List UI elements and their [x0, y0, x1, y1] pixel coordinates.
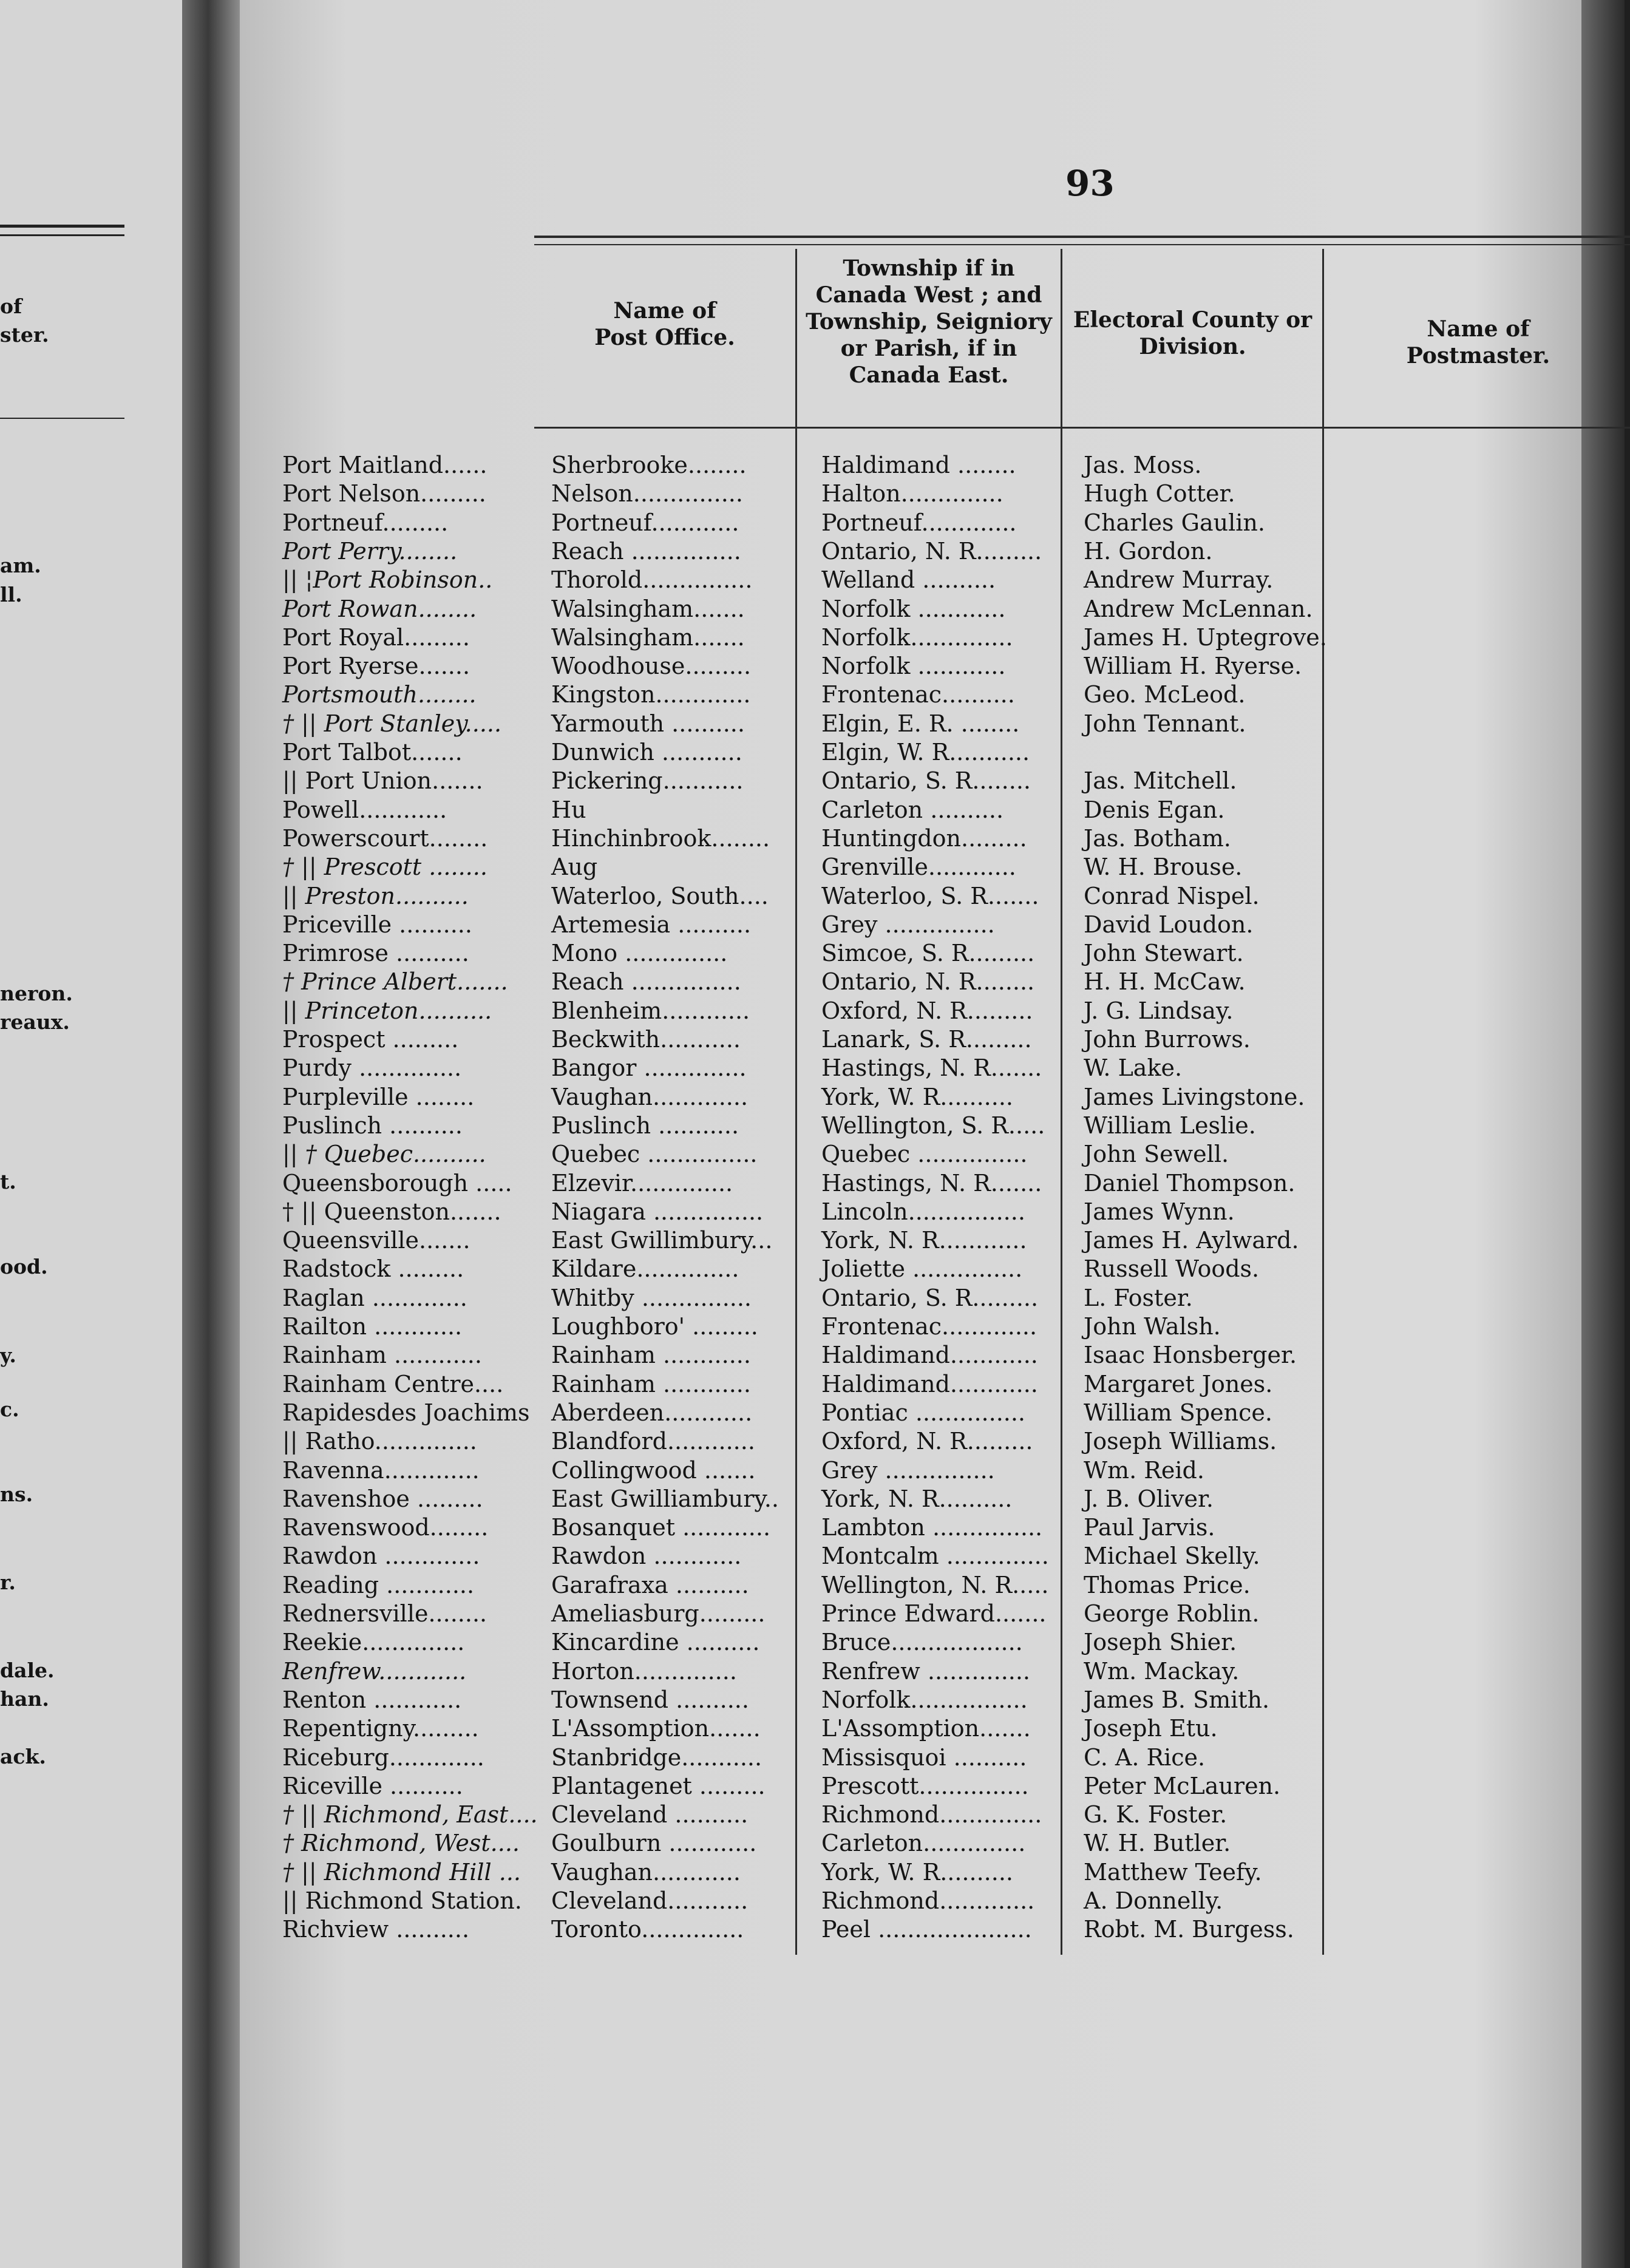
post-office-name: Port Nelson......... [282, 480, 486, 507]
post-office-name: Ravenshoe ......... [282, 1485, 483, 1512]
post-office-name: Queensville....... [282, 1227, 470, 1254]
electoral-county: Richmond.............. [821, 1801, 1042, 1828]
postmaster-name: Andrew McLennan. [1084, 596, 1313, 622]
postmaster-name: Isaac Honsberger. [1084, 1342, 1297, 1368]
electoral-county: Pontiac ............... [821, 1399, 1026, 1426]
post-office-name: Port Rowan........ [282, 596, 477, 622]
table-row [240, 824, 1581, 853]
township-name: Reach ............... [551, 968, 741, 995]
postmaster-name: Charles Gaulin. [1084, 509, 1265, 536]
township-name: Aberdeen............ [551, 1399, 753, 1426]
township-name: Goulburn ............ [551, 1830, 757, 1856]
postmaster-name: Jas. Mitchell. [1084, 767, 1237, 794]
electoral-county: Haldimand............ [821, 1342, 1038, 1368]
facing-page-text: ll. [0, 583, 22, 606]
table-row [240, 967, 1581, 996]
table-row [240, 1427, 1581, 1456]
township-name: Stanbridge........... [551, 1744, 762, 1771]
township-name: Cleveland........... [551, 1887, 749, 1914]
post-office-name: Rainham Centre.... [282, 1371, 504, 1397]
post-office-name: † || Richmond Hill ... [282, 1859, 521, 1886]
township-name: Sherbrooke........ [551, 452, 747, 478]
township-name: Portneuf............ [551, 509, 739, 536]
postmaster-name: Matthew Teefy. [1084, 1859, 1262, 1886]
township-name: Horton.............. [551, 1658, 737, 1685]
table-row [240, 1685, 1581, 1714]
table-row [240, 1771, 1581, 1801]
postmaster-name: James H. Aylward. [1084, 1227, 1299, 1254]
township-name: Kincardine .......... [551, 1629, 760, 1655]
facing-page-text: ster. [0, 323, 49, 347]
post-office-name: Ravenswood........ [282, 1514, 489, 1541]
township-name: Rawdon ............ [551, 1543, 742, 1569]
table-row [240, 651, 1581, 681]
township-name: Rainham ............ [551, 1371, 751, 1397]
post-office-name: Port Maitland...... [282, 452, 487, 478]
table-row [240, 1082, 1581, 1112]
township-name: Dunwich ........... [551, 739, 742, 766]
table-row [240, 1570, 1581, 1600]
facing-page-text: reaux. [0, 1010, 70, 1034]
electoral-county: Oxford, N. R......... [821, 997, 1033, 1024]
table-row [240, 910, 1581, 939]
postmaster-name: William Leslie. [1084, 1112, 1256, 1139]
township-name: Niagara ............... [551, 1198, 764, 1225]
township-name: Waterloo, South.... [551, 883, 769, 909]
post-office-name: Riceville .......... [282, 1773, 463, 1799]
post-office-name: Purpleville ........ [282, 1084, 475, 1110]
table-row [240, 1197, 1581, 1226]
township-name: Collingwood ....... [551, 1457, 756, 1484]
postmaster-name: Jas. Moss. [1084, 452, 1202, 478]
post-office-name: || Richmond Station. [282, 1887, 522, 1914]
post-office-name: Radstock ......... [282, 1255, 464, 1282]
table-row [240, 1283, 1581, 1312]
table-row [240, 623, 1581, 652]
electoral-county: York, W. R.......... [821, 1859, 1013, 1886]
postmaster-name: Paul Jarvis. [1084, 1514, 1215, 1541]
postmaster-name: James Wynn. [1084, 1198, 1235, 1225]
township-name: Reach ............... [551, 538, 741, 565]
post-office-name: Rapidesdes Joachims [282, 1399, 530, 1426]
postmaster-name: James Livingstone. [1084, 1084, 1305, 1110]
post-office-name: Rawdon ............. [282, 1543, 480, 1569]
table-row [240, 1484, 1581, 1513]
electoral-county: Missisquoi .......... [821, 1744, 1027, 1771]
post-office-name: Port Ryerse....... [282, 653, 470, 679]
township-name: Bangor .............. [551, 1054, 747, 1081]
postmaster-name: William H. Ryerse. [1084, 653, 1302, 679]
facing-page-rule [0, 234, 124, 236]
electoral-county: L'Assomption....... [821, 1715, 1031, 1742]
postmaster-name: L. Foster. [1084, 1285, 1193, 1311]
table-row [240, 1456, 1581, 1485]
township-name: Toronto.............. [551, 1916, 744, 1943]
electoral-county: Grey ............... [821, 1457, 995, 1484]
table-row [240, 1169, 1581, 1198]
table-row [240, 709, 1581, 738]
postmaster-name: W. H. Brouse. [1084, 854, 1243, 880]
postmaster-name: Daniel Thompson. [1084, 1170, 1296, 1197]
facing-page-text: y. [0, 1343, 16, 1367]
facing-page-text: han. [0, 1687, 49, 1711]
table-row [240, 1743, 1581, 1772]
facing-page-text: r. [0, 1570, 16, 1594]
electoral-county: Simcoe, S. R......... [821, 940, 1035, 966]
table-row [240, 1340, 1581, 1370]
postmaster-name: J. G. Lindsay. [1084, 997, 1234, 1024]
post-office-name: Primrose .......... [282, 940, 469, 966]
postmaster-name: John Tennant. [1084, 710, 1246, 737]
electoral-county: York, W. R.......... [821, 1084, 1013, 1110]
postmaster-name: J. B. Oliver. [1084, 1485, 1214, 1512]
table-row [240, 1254, 1581, 1283]
table-row [240, 852, 1581, 881]
table-row [240, 1828, 1581, 1858]
postmaster-name: A. Donnelly. [1084, 1887, 1223, 1914]
township-name: East Gwillimbury... [551, 1227, 773, 1254]
township-name: Woodhouse......... [551, 653, 752, 679]
electoral-county: Grey ............... [821, 911, 995, 938]
township-name: Quebec ............... [551, 1141, 758, 1167]
post-office-name: † || Queenston....... [282, 1198, 501, 1225]
township-name: Blandford............ [551, 1428, 755, 1455]
postmaster-name: George Roblin. [1084, 1600, 1260, 1627]
post-office-name: Raglan ............. [282, 1285, 467, 1311]
electoral-county: Lambton ............... [821, 1514, 1043, 1541]
township-name: Blenheim............ [551, 997, 750, 1024]
post-office-name: Port Perry........ [282, 538, 458, 565]
page-number: 93 [1065, 163, 1115, 204]
postmaster-name: Andrew Murray. [1084, 566, 1274, 593]
postmaster-name: Wm. Reid. [1084, 1457, 1204, 1484]
header-township: Township if in Canada West ; and Township, Seigniory or Parish, if in Canada East. [806, 256, 1052, 388]
post-office-name: Renton ............ [282, 1686, 462, 1713]
table-row [240, 479, 1581, 508]
table-row [240, 1599, 1581, 1628]
electoral-county: Wellington, S. R..... [821, 1112, 1045, 1139]
post-office-name: Purdy .............. [282, 1054, 462, 1081]
postmaster-name: Russell Woods. [1084, 1255, 1260, 1282]
electoral-county: Montcalm .............. [821, 1543, 1049, 1569]
table-row [240, 1886, 1581, 1915]
table-row [240, 766, 1581, 795]
township-name: Kildare.............. [551, 1255, 739, 1282]
electoral-county: York, N. R.......... [821, 1485, 1013, 1512]
table-row [240, 996, 1581, 1025]
facing-page-rule [0, 418, 124, 419]
township-name: Cleveland .......... [551, 1801, 749, 1828]
table-row [240, 1025, 1581, 1054]
table-row [240, 795, 1581, 824]
table-row [240, 450, 1581, 480]
facing-page-text: neron. [0, 982, 73, 1005]
electoral-county: Prince Edward....... [821, 1600, 1047, 1627]
post-office-name: Renfrew............ [282, 1658, 467, 1685]
facing-page-text: t. [0, 1170, 16, 1193]
post-office-name: || Princeton.......... [282, 997, 492, 1024]
facing-page-text: ns. [0, 1482, 33, 1506]
facing-page-text: of [0, 294, 22, 318]
facing-page-text: am. [0, 554, 41, 577]
electoral-county: Oxford, N. R......... [821, 1428, 1033, 1455]
post-office-name: || Ratho.............. [282, 1428, 477, 1455]
township-name: East Gwilliambury.. [551, 1485, 779, 1512]
postmaster-name: Margaret Jones. [1084, 1371, 1273, 1397]
post-office-name: Railton ............ [282, 1313, 463, 1340]
postmaster-name: David Loudon. [1084, 911, 1254, 938]
post-office-name: † || Richmond, East.... [282, 1801, 538, 1828]
post-office-name: Portneuf......... [282, 509, 449, 536]
post-office-name: Port Royal......... [282, 624, 470, 651]
township-name: Yarmouth .......... [551, 710, 745, 737]
post-office-name: † || Port Stanley..... [282, 710, 502, 737]
postmaster-name: Jas. Botham. [1084, 825, 1231, 852]
township-name: Walsingham....... [551, 624, 745, 651]
electoral-county: Welland .......... [821, 566, 996, 593]
post-office-name: † || Prescott ........ [282, 854, 487, 880]
directory-page [240, 0, 1581, 2268]
electoral-county: Peel ..................... [821, 1916, 1032, 1943]
book-gutter [182, 0, 240, 2268]
electoral-county: Renfrew .............. [821, 1658, 1031, 1685]
table-row [240, 537, 1581, 566]
electoral-county: Ontario, N. R......... [821, 538, 1042, 565]
postmaster-name: W. Lake. [1084, 1054, 1183, 1081]
electoral-county: Norfolk................ [821, 1686, 1028, 1713]
township-name: Artemesia .......... [551, 911, 752, 938]
post-office-name: || Port Union....... [282, 767, 483, 794]
electoral-county: Joliette ............... [821, 1255, 1023, 1282]
post-office-name: Powerscourt........ [282, 825, 488, 852]
post-office-name: † Prince Albert....... [282, 968, 508, 995]
postmaster-name: Hugh Cotter. [1084, 480, 1235, 507]
table-row [240, 1858, 1581, 1887]
electoral-county: York, N. R............ [821, 1227, 1027, 1254]
table-row [240, 508, 1581, 537]
facing-page-rule [0, 225, 124, 228]
post-office-name: Riceburg............. [282, 1744, 484, 1771]
post-office-name: Repentigny......... [282, 1715, 479, 1742]
postmaster-name: John Walsh. [1084, 1313, 1221, 1340]
table-row [240, 1312, 1581, 1341]
township-name: Nelson............... [551, 480, 743, 507]
post-office-name: || ¦Port Robinson.. [282, 566, 493, 593]
electoral-county: Frontenac.......... [821, 681, 1015, 708]
postmaster-name: Joseph Shier. [1084, 1629, 1237, 1655]
table-row [240, 1226, 1581, 1255]
electoral-county: Elgin, E. R. ........ [821, 710, 1020, 737]
table-row [240, 1714, 1581, 1743]
township-name: Elzevir.............. [551, 1170, 733, 1197]
post-office-name: Reading ............ [282, 1572, 475, 1598]
post-office-name: Prospect ......... [282, 1026, 459, 1053]
township-name: Beckwith........... [551, 1026, 741, 1053]
table-row [240, 738, 1581, 767]
facing-page-text: ood. [0, 1255, 48, 1278]
electoral-county: Ontario, S. R......... [821, 1285, 1039, 1311]
electoral-county: Bruce.................. [821, 1629, 1023, 1655]
post-office-name: || Preston.......... [282, 883, 469, 909]
electoral-county: Lanark, S. R......... [821, 1026, 1032, 1053]
postmaster-name: Michael Skelly. [1084, 1543, 1260, 1569]
electoral-county: Wellington, N. R..... [821, 1572, 1049, 1598]
postmaster-name: James B. Smith. [1084, 1686, 1270, 1713]
post-office-name: † Richmond, West.... [282, 1830, 520, 1856]
postmaster-name: G. K. Foster. [1084, 1801, 1228, 1828]
postmaster-name: H. Gordon. [1084, 538, 1213, 565]
table-row [240, 565, 1581, 594]
township-name: Kingston............. [551, 681, 751, 708]
township-name: Rainham ............ [551, 1342, 751, 1368]
header-postmaster: Name of Postmaster. [1406, 316, 1550, 368]
township-name: Puslinch ........... [551, 1112, 739, 1139]
post-office-name: Priceville .......... [282, 911, 472, 938]
electoral-county: Quebec ............... [821, 1141, 1028, 1167]
electoral-county: Lincoln................ [821, 1198, 1025, 1225]
electoral-county: Norfolk ............ [821, 596, 1006, 622]
table-row [240, 1111, 1581, 1140]
postmaster-name: William Spence. [1084, 1399, 1272, 1426]
electoral-county: Ontario, N. R........ [821, 968, 1035, 995]
postmaster-name: Joseph Williams. [1084, 1428, 1277, 1455]
post-office-name: Reekie.............. [282, 1629, 465, 1655]
post-office-name: Portsmouth........ [282, 681, 477, 708]
township-name: Hu [551, 796, 586, 823]
postmaster-name: Denis Egan. [1084, 796, 1225, 823]
post-office-name: Queensborough ..... [282, 1170, 512, 1197]
electoral-county: Carleton.............. [821, 1830, 1026, 1856]
header-county: Electoral County or Division. [1073, 307, 1312, 359]
table-row [240, 680, 1581, 709]
postmaster-name: Joseph Etu. [1084, 1715, 1218, 1742]
facing-page-text: ack. [0, 1745, 46, 1768]
postmaster-name: C. A. Rice. [1084, 1744, 1206, 1771]
table-row [240, 1800, 1581, 1829]
electoral-county: Elgin, W. R........... [821, 739, 1030, 766]
township-name: Thorold............... [551, 566, 753, 593]
electoral-county: Waterloo, S. R....... [821, 883, 1039, 909]
electoral-county: Norfolk.............. [821, 624, 1013, 651]
table-row [240, 1657, 1581, 1686]
township-name: Loughboro' ......... [551, 1313, 758, 1340]
electoral-county: Haldimand............ [821, 1371, 1038, 1397]
postmaster-name: John Sewell. [1084, 1141, 1229, 1167]
postmaster-name: Geo. McLeod. [1084, 681, 1246, 708]
table-row [240, 594, 1581, 623]
table-row [240, 1628, 1581, 1657]
post-office-name: Port Talbot....... [282, 739, 463, 766]
township-name: Vaughan............ [551, 1859, 741, 1886]
facing-page-text: dale. [0, 1659, 55, 1682]
facing-page-text: c. [0, 1397, 19, 1421]
electoral-county: Ontario, S. R........ [821, 767, 1031, 794]
township-name: Townsend .......... [551, 1686, 749, 1713]
electoral-county: Huntingdon......... [821, 825, 1027, 852]
table-row [240, 881, 1581, 911]
electoral-county: Frontenac............. [821, 1313, 1037, 1340]
post-office-name: || † Quebec.......... [282, 1141, 486, 1167]
table-row [240, 1513, 1581, 1542]
township-name: Vaughan............. [551, 1084, 749, 1110]
township-name: Ameliasburg......... [551, 1600, 766, 1627]
township-name: Hinchinbrook........ [551, 825, 770, 852]
township-name: Bosanquet ............ [551, 1514, 771, 1541]
township-name: Garafraxa .......... [551, 1572, 749, 1598]
electoral-county: Hastings, N. R....... [821, 1054, 1042, 1081]
electoral-county: Hastings, N. R....... [821, 1170, 1042, 1197]
table-row [240, 1370, 1581, 1399]
postmaster-name: H. H. McCaw. [1084, 968, 1246, 995]
township-name: Whitby ............... [551, 1285, 752, 1311]
header-top-rule [534, 244, 1630, 245]
postmaster-name: Robt. M. Burgess. [1084, 1916, 1294, 1943]
postmaster-name: Conrad Nispel. [1084, 883, 1260, 909]
township-name: Aug [551, 854, 598, 880]
electoral-county: Norfolk ............ [821, 653, 1006, 679]
postmaster-name: Thomas Price. [1084, 1572, 1251, 1598]
facing-page-fragment [0, 0, 182, 2268]
table-row [240, 1053, 1581, 1082]
township-name: Pickering........... [551, 767, 744, 794]
table-row [240, 1915, 1581, 1944]
postmaster-name: James H. Uptegrove. [1084, 624, 1327, 651]
electoral-county: Haldimand ........ [821, 452, 1016, 478]
table-row [240, 1398, 1581, 1427]
header-post-office: Name of Post Office. [594, 298, 735, 350]
post-office-name: Powell............ [282, 796, 447, 823]
header-top-rule [534, 236, 1630, 238]
electoral-county: Grenville............ [821, 854, 1016, 880]
electoral-county: Prescott............... [821, 1773, 1029, 1799]
table-row [240, 1541, 1581, 1570]
post-office-name: Puslinch .......... [282, 1112, 463, 1139]
electoral-county: Portneuf............. [821, 509, 1017, 536]
township-name: Plantagenet ......... [551, 1773, 766, 1799]
postmaster-name: Wm. Mackay. [1084, 1658, 1240, 1685]
post-office-name: Rednersville........ [282, 1600, 487, 1627]
post-office-name: Ravenna............. [282, 1457, 480, 1484]
postmaster-name: W. H. Butler. [1084, 1830, 1231, 1856]
postmaster-name: John Burrows. [1084, 1026, 1251, 1053]
electoral-county: Carleton .......... [821, 796, 1004, 823]
electoral-county: Richmond............. [821, 1887, 1035, 1914]
header-bottom-rule [534, 427, 1630, 429]
electoral-county: Halton.............. [821, 480, 1003, 507]
postmaster-name: John Stewart. [1084, 940, 1244, 966]
post-office-name: Richview .......... [282, 1916, 470, 1943]
postmaster-name: Peter McLauren. [1084, 1773, 1281, 1799]
post-office-name: Rainham ............ [282, 1342, 482, 1368]
table-row [240, 1139, 1581, 1169]
township-name: Walsingham....... [551, 596, 745, 622]
township-name: Mono .............. [551, 940, 728, 966]
township-name: L'Assomption....... [551, 1715, 761, 1742]
table-row [240, 939, 1581, 968]
